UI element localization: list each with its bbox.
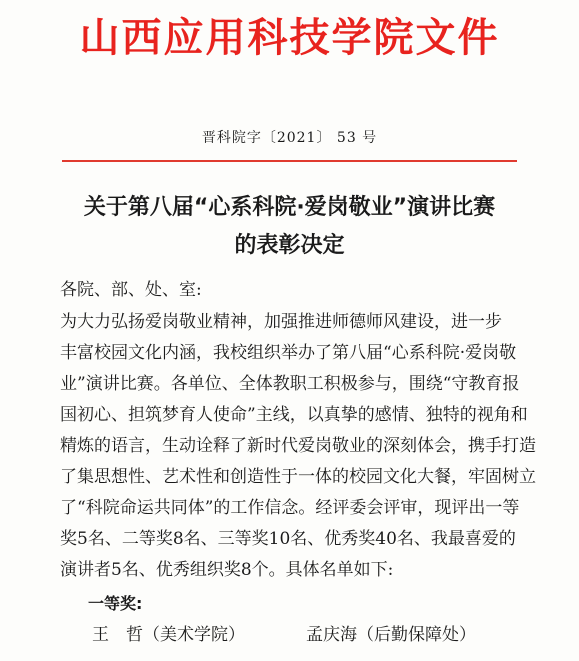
body-line: 国初心、担筑梦育人使命”主线，以真挚的感情、独特的视角和 [60, 405, 528, 425]
body-line: 了集思想性、艺术性和创造性于一体的校园文化大餐，牢固树立 [60, 467, 536, 487]
body-line: 演讲者5名、优秀组织奖8个。具体名单如下: [60, 560, 394, 580]
red-divider-line [62, 160, 517, 162]
org-header: 山西应用科技学院文件 [79, 15, 500, 61]
document-title-line-2: 的表彰决定 [234, 233, 345, 258]
body-line: 精炼的语言，生动诠释了新时代爱岗敬业的深刻体会，携手打造 [60, 436, 536, 456]
document-number: 晋科院字〔2021〕 53 号 [201, 130, 378, 146]
body-line: 业”演讲比赛。各单位、全体教职工积极参与，围绕“守教育报 [60, 374, 520, 394]
salutation: 各院、部、处、室: [60, 280, 202, 300]
body-line: 丰富校园文化内涵，我校组织举办了第八届“心系科院·爱岗敬 [60, 343, 517, 363]
body-line: 奖5名、二等奖8名、三等奖10名、优秀奖40名、我最喜爱的 [60, 529, 516, 549]
first-prize-heading: 一等奖: [88, 594, 143, 613]
winner-name: 孟庆海（后勤保障处） [306, 625, 476, 645]
winner-name: 王 哲（美术学院） [92, 625, 245, 645]
document-title-line-1: 关于第八届“心系科院·爱岗敬业”演讲比赛 [83, 195, 496, 220]
body-line: 了“科院命运共同体”的工作信念。经评委会评审，现评出一等 [60, 498, 520, 518]
body-line: 为大力弘扬爱岗敬业精神，加强推进师德师风建设，进一步 [60, 312, 502, 332]
